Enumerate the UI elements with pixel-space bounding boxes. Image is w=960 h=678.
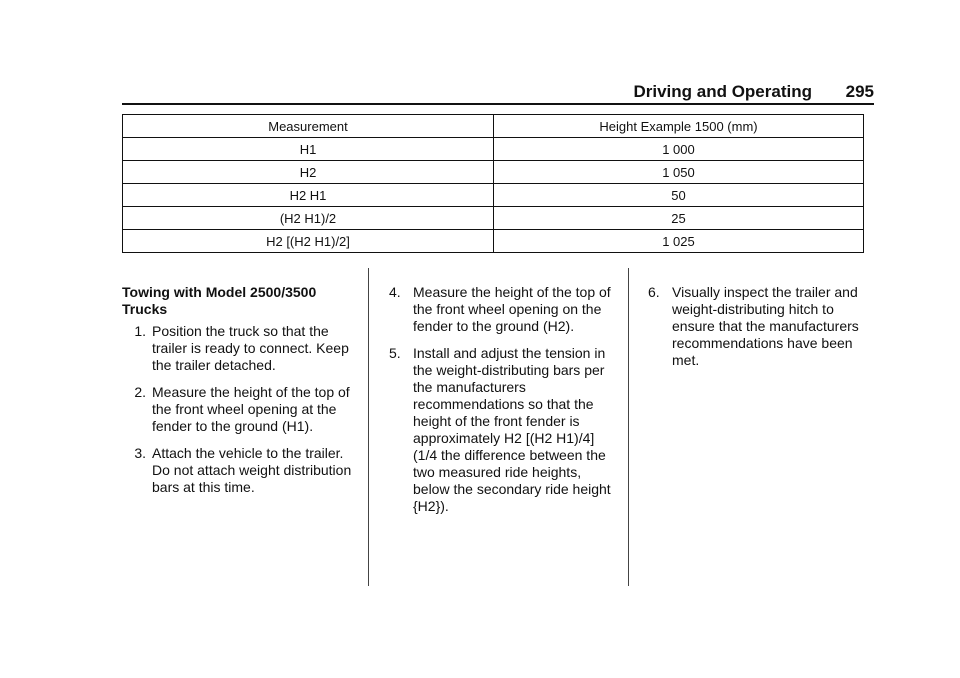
measurement-table — [122, 114, 864, 253]
table-row — [123, 230, 864, 253]
step-text: Install and adjust the tension in the weight-distributing bars per the manufacturers recommendations so that the height of the front fender is approximately H2 [(H2 H1)/4] (1/4 the difference between the two measured ride heights, below the secondary ride height {H2}). — [413, 345, 611, 514]
list-item — [648, 284, 874, 369]
list-item — [122, 445, 358, 496]
step-list — [389, 284, 617, 515]
column-divider — [628, 268, 629, 586]
table-row — [123, 138, 864, 161]
table-cell: H1 — [123, 138, 494, 161]
table-cell: H2 [(H2 H1)/2] — [123, 230, 494, 253]
step-number: 6. — [648, 284, 660, 300]
step-text: Measure the height of the top of the front wheel opening on the fender to the ground (H2). — [413, 284, 611, 334]
header-divider — [122, 103, 874, 105]
text-column-2 — [389, 284, 617, 525]
column-header: Height Example 1500 (mm) — [494, 115, 864, 138]
list-item — [389, 345, 617, 515]
step-number: 5. — [389, 345, 401, 361]
section-heading: Towing with Model 2500/3500 Trucks — [122, 284, 317, 317]
step-text: Position the truck so that the trailer is ready to connect. Keep the trailer detached. — [152, 323, 349, 373]
table-cell: H2 H1 — [123, 184, 494, 207]
text-column-3 — [648, 284, 874, 379]
table-row — [123, 161, 864, 184]
table-cell: (H2 H1)/2 — [123, 207, 494, 230]
step-text: Visually inspect the trailer and weight-distributing hitch to ensure that the manufacturers recommendations have been met. — [672, 284, 859, 368]
table-row — [123, 184, 864, 207]
page-header — [122, 82, 874, 102]
section-title: Driving and Operating — [633, 82, 812, 101]
list-item — [389, 284, 617, 335]
table-cell: H2 — [123, 161, 494, 184]
text-column-1 — [122, 284, 358, 506]
table-row — [123, 207, 864, 230]
column-header: Measurement — [123, 115, 494, 138]
step-number: 1. — [134, 323, 146, 339]
step-text: Measure the height of the top of the front wheel opening at the fender to the ground (H1). — [152, 384, 350, 434]
list-item — [122, 384, 358, 435]
table-header-row — [123, 115, 864, 138]
step-number: 2. — [134, 384, 146, 400]
table-cell: 25 — [494, 207, 864, 230]
page-number: 295 — [845, 82, 874, 101]
table-cell: 1 000 — [494, 138, 864, 161]
step-number: 3. — [134, 445, 146, 461]
table-cell: 1 050 — [494, 161, 864, 184]
list-item — [122, 323, 358, 374]
step-list — [648, 284, 874, 369]
step-list — [122, 323, 358, 496]
step-number: 4. — [389, 284, 401, 300]
column-divider — [368, 268, 369, 586]
table-cell: 50 — [494, 184, 864, 207]
step-text: Attach the vehicle to the trailer. Do not attach weight distribution bars at this time. — [152, 445, 352, 495]
table-cell: 1 025 — [494, 230, 864, 253]
